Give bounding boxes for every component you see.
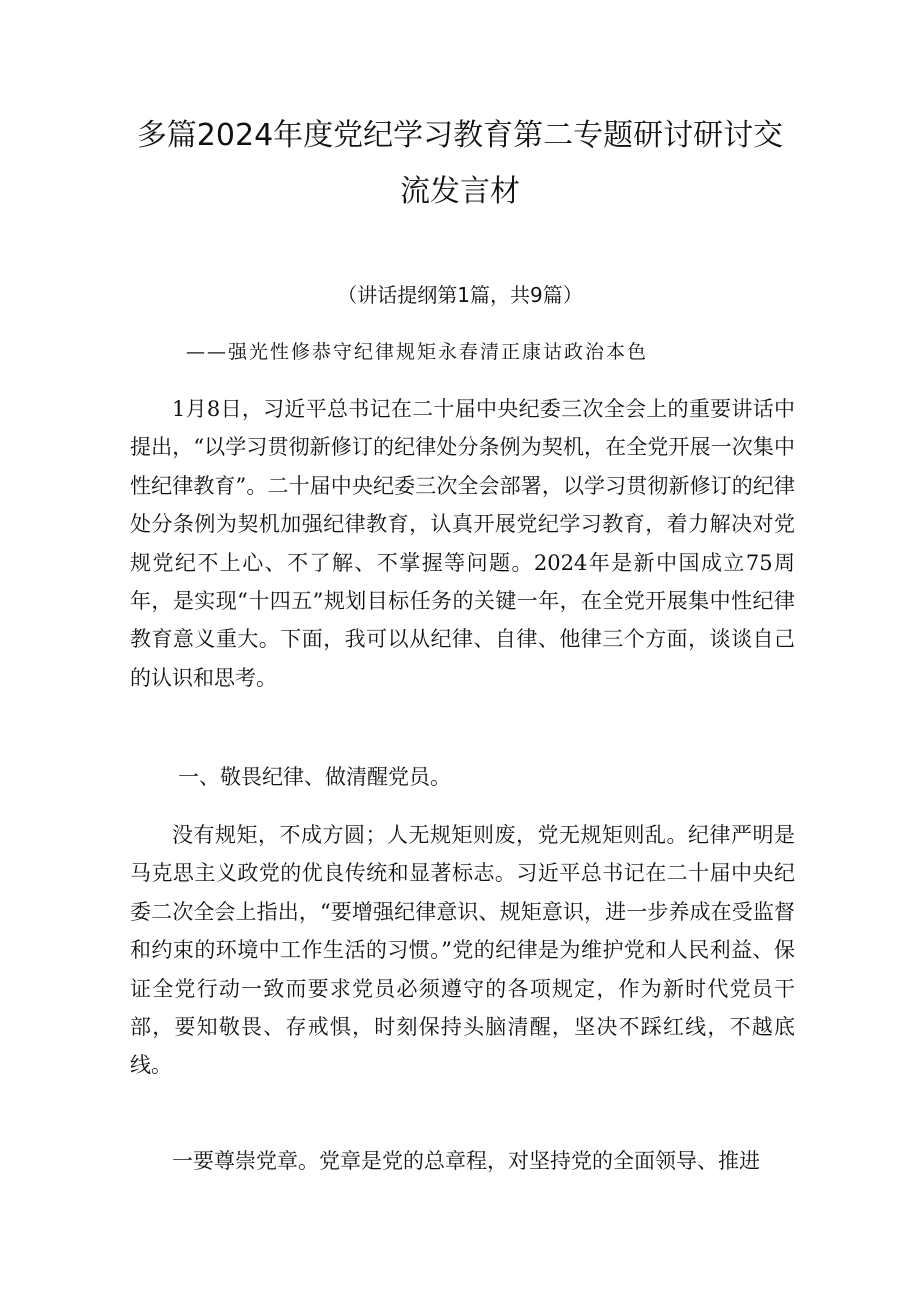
paragraph-intro: 1月8日，习近平总书记在二十届中央纪委三次全会上的重要讲话中提出，“以学习贯彻新修订的纪律处分条例为契机，在全党开展一次集中性纪律教育”。二十届中央纪委三次全会部署，以学习贯彻新修订的纪律处分条例为契机加强纪律教育，认真开展党纪学习教育，着力解决对党规党纪不上心、不了解、不掌握等问题。2024年是新中国成立75周年，是实现“十四五”规划目标任务的关键一年，在全党开展集中性纪律教育意义重大。下面，我可以从纪律、自律、他律三个方面，谈谈自己的认识和思考。 [130,397,795,690]
paragraph-discipline: 没有规矩，不成方圆；人无规矩则废，党无规矩则乱。纪律严明是马克思主义政党的优良传统和显著标志。习近平总书记在二十届中央纪委二次全会上指出，“要增强纪律意识、规矩意识，进一步养成在受监督和约束的环境中工作生活的习惯。”党的纪律是为维护党和人民利益、保证全党行动一致而要求党员必须遵守的各项规定，作为新时代党员干部，要知敬畏、存戒惧，时刻保持头脑清醒，坚决不踩红线，不越底线。 [130,823,795,1078]
section-heading-1: 一、敬畏纪律、做清醒党员。 [178,765,451,789]
document-subtitle: ——强光性修恭守纪律规矩永春清正康诂政治本色 [186,341,649,363]
title-line-1: 多篇2024年度党纪学习教育第二专题研讨研讨交 [136,118,784,153]
document-title [130,108,790,220]
section-subhead: （讲话提纲第1篇，共9篇） [337,283,583,307]
paragraph-party-constitution: 一要尊崇党章。党章是党的总章程，对坚持党的全面领导、推进 [172,1149,760,1173]
title-line-2: 流发言材 [400,174,520,209]
